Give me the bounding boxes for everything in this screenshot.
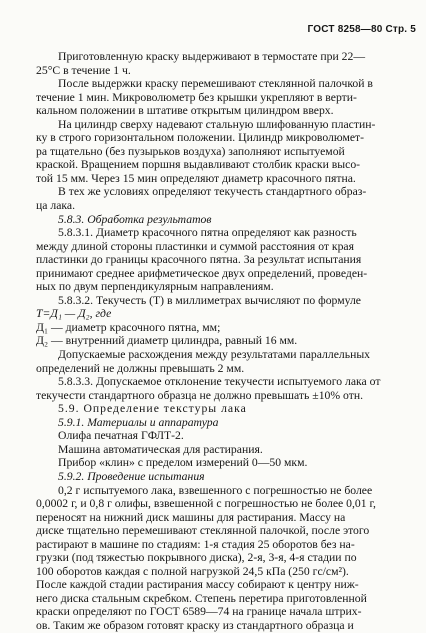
text-line: 25°С в течение 1 ч. bbox=[36, 63, 131, 77]
text-line: 5.8.3.2. Текучесть (Т) в миллиметрах вычисляют по формуле bbox=[58, 293, 361, 307]
text-line: ов. Таким же образом готовят краску из стандартного образца и bbox=[36, 618, 354, 632]
text-line: 5.8.3.1. Диаметр красочного пятна определяют как разность bbox=[58, 226, 357, 240]
text-line: пластинки до границы красочного пятна. За результат испытания bbox=[36, 253, 362, 267]
text-line: 5.8.3.3. Допускаемое отклонение текучести испытуемого лака от bbox=[58, 375, 381, 389]
text-line: 0,2 г испытуемого лака, взвешенного с погрешностью не более bbox=[58, 483, 373, 497]
text-line: переносят на нижний диск машины для растирания. Массу на bbox=[36, 510, 346, 524]
text-line: 0,0002 г, и 0,8 г олифы, взвешенной с погрешностью не более 0,01 г, bbox=[36, 497, 376, 511]
text-line: После каждой стадии растирания массу собирают к центру ниж- bbox=[36, 578, 359, 592]
text-line: принимают среднее арифметическое двух определений, проведен- bbox=[36, 266, 368, 280]
text-line: диске тщательно перемешивают стеклянной палочкой, после этого bbox=[36, 524, 370, 538]
section-heading: 5.9.1. Материалы и аппаратура bbox=[58, 415, 219, 429]
text-line: ра тщательно (без пузырьков воздуха) заполняют испытуемой bbox=[36, 144, 345, 158]
text-line: течение 1 мин. Микроволюметр без крышки укрепляют в верти- bbox=[36, 90, 357, 104]
formula-legend: Д₁ — диаметр красочного пятна, мм; bbox=[36, 320, 221, 334]
text-line: определений не должны превышать 2 мм. bbox=[36, 361, 245, 375]
list-item: Прибор «клин» с пределом измерений 0—50 мкм. bbox=[58, 456, 308, 470]
text-line: На цилиндр сверху надевают стальную шлифованную пластин- bbox=[58, 117, 376, 131]
text-line: ца лака. bbox=[36, 199, 75, 213]
text-line: грузки (под тяжестью покрывного диска), 2-я, 3-я, 4-я стадии по bbox=[36, 551, 357, 565]
text-line: текучести стандартного образца не должно превышать ±10% отн. bbox=[36, 388, 364, 402]
list-item: Машина автоматическая для растирания. bbox=[58, 442, 263, 456]
formula-legend: Д₂ — внутренний диаметр цилиндра, равный 16 мм. bbox=[36, 334, 298, 348]
section-heading: 5.9.2. Проведение испытания bbox=[58, 469, 205, 483]
text-line: После выдержки краску перемешивают стеклянной палочкой в bbox=[58, 77, 373, 91]
text-line: него диска стальным скребком. Степень перетира приготовленной bbox=[36, 591, 367, 605]
formula: Т=Д₁ — Д₂, где bbox=[36, 307, 112, 321]
section-heading: 5.9. Определение текстуры лака bbox=[58, 402, 247, 416]
list-item: Олифа печатная ГФЛТ-2. bbox=[58, 429, 184, 443]
section-heading: 5.8.3. Обработка результатов bbox=[58, 212, 212, 226]
text-line: кальном положении в штативе открытым цилиндром вверх. bbox=[36, 104, 334, 118]
text-line: той 15 мм. Через 15 мин определяют диаметр красочного пятна. bbox=[36, 171, 356, 185]
text-line: Приготовленную краску выдерживают в термостате при 22— bbox=[58, 50, 366, 63]
text-line: ных по двум перпендикулярным направлениям. bbox=[36, 280, 274, 294]
text-line: В тех же условиях определяют текучесть стандартного образ- bbox=[58, 185, 367, 199]
text-line: 100 оборотов каждая с полной нагрузкой 24,5 кПа (250 гс/см²). bbox=[36, 564, 349, 578]
text-line: краски определяют по ГОСТ 6589—74 на границе начала штрих- bbox=[36, 605, 362, 619]
text-line: между длиной стороны пластинки и суммой расстояния от края bbox=[36, 239, 354, 253]
text-line: растирают в машине по стадиям: 1-я стадия 25 оборотов без на- bbox=[36, 537, 355, 551]
document-body bbox=[36, 50, 404, 633]
page-header: ГОСТ 8258—80 Стр. 5 bbox=[307, 24, 416, 35]
text-line: краской. Вращением поршня выдавливают столбик краски высо- bbox=[36, 158, 361, 172]
text-line: Допускаемые расхождения между результатами параллельных bbox=[58, 348, 371, 362]
text-line: ку в строго горизонтальном положении. Цилиндр микроволюмет- bbox=[36, 131, 365, 145]
